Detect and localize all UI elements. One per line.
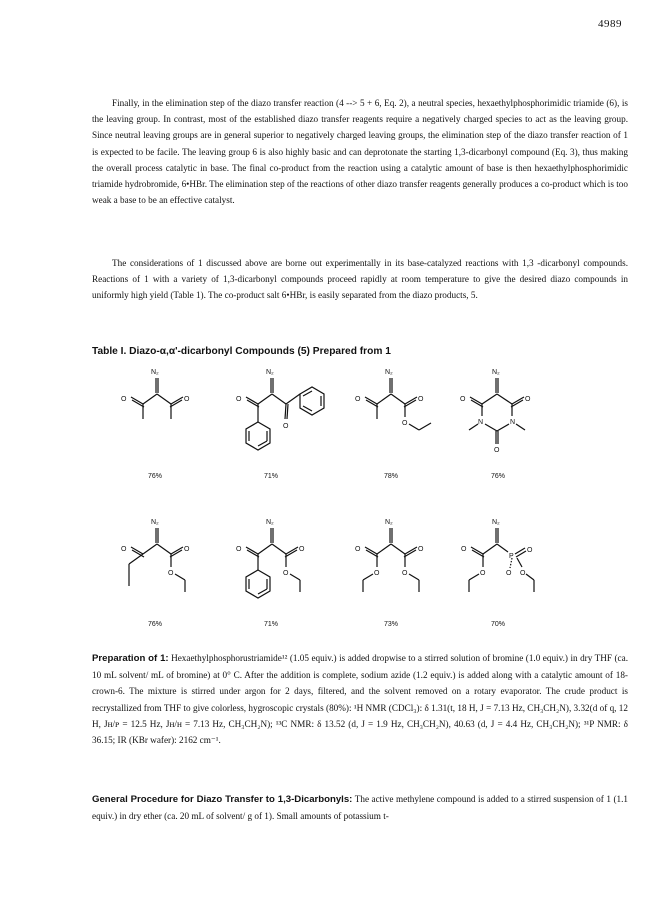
atom-label: O	[168, 570, 174, 577]
atom-label: O	[236, 396, 242, 403]
atom-label: N₂	[385, 369, 393, 376]
atom-label: N₂	[385, 519, 393, 526]
atom-label: O	[418, 546, 424, 553]
yield-label: 76%	[148, 621, 163, 628]
atom-label: O	[494, 447, 500, 454]
atom-label: O	[402, 420, 408, 427]
atom-label: N	[510, 419, 516, 426]
structure-3	[355, 369, 431, 430]
atom-label: O	[299, 546, 305, 553]
paragraph-elimination: Finally, in the elimination step of the diazo transfer reaction (4 --> 5 + 6, Eq. 2), a neutral species, hexaethylphosphorimidic triamide (6), is the leaving group. In contrast, most of the established diazo transfer reagents require a negatively charged species to act as the leaving group. Since neutral leaving groups are in general superior to negatively charged leaving groups, the elimination step of the diazo transfer reaction of 1 is expected to be facile. The leaving group 6 is also highly basic and can deprotonate the starting 1,3-dicarbonyl compound (Eq. 3), thus making the overall process catalytic in base. The final co-product from the reaction using a catalytic amount of base is then hexaethylphosphorimidic triamide hydrobromide, 6•HBr. The elimination step of the reactions of other diazo transfer reagents generally produces a co-product which is too weak a base to be an effective catalyst.	[92, 98, 628, 206]
atom-label: O	[355, 546, 361, 553]
atom-label: O	[527, 547, 533, 554]
atom-label: O	[121, 546, 127, 553]
page-number: 4989	[598, 18, 622, 30]
atom-label: O	[355, 396, 361, 403]
structure-2	[236, 369, 324, 450]
structure-4	[460, 369, 531, 454]
atom-label: N₂	[266, 519, 274, 526]
atom-label: O	[184, 546, 190, 553]
atom-label: O	[461, 546, 467, 553]
structure-7	[355, 519, 424, 592]
general-procedure-text: The active methylene compound is added to a stirred suspension of 1 (1.1 equiv.) in dry ether (ca. 20 mL of solvent/ g of 1). Small amounts of potassium t-	[92, 794, 628, 822]
yield-label: 76%	[491, 473, 506, 480]
atom-label: N₂	[266, 369, 274, 376]
atom-label: O	[520, 570, 526, 577]
atom-label: O	[374, 570, 380, 577]
structure-6	[236, 519, 305, 598]
atom-label: O	[460, 396, 466, 403]
structure-5	[121, 519, 190, 592]
table-structures	[92, 364, 632, 632]
yield-label: 70%	[491, 621, 506, 628]
atom-label: O	[184, 396, 190, 403]
yield-label: 73%	[384, 621, 399, 628]
general-procedure-paragraph	[92, 791, 628, 824]
atom-label: N₂	[492, 519, 500, 526]
atom-label: O	[506, 570, 512, 577]
atom-label: N₂	[151, 369, 159, 376]
preparation-paragraph	[92, 650, 628, 748]
atom-label: O	[236, 546, 242, 553]
preparation-text: Hexaethylphosphorustriamide¹² (1.05 equiv.) is added dropwise to a stirred solution of bromine (1.0 equiv.) in dry THF (ca. 10 mL solvent/ mL of bromine) at 0° C. After the addition is complete, sodium azide (1.2 equiv.) is added along with a catalytic amount of 18-crown-6. The mixture is stirred under argon for 2 days, filtered, and the solvent removed on a rotary evaporator. The crude product is recrystallized from THF to give colorless, hygroscopic crystals (80%): ¹H NMR (CDCl₃): δ 1.31(t, 18 H, J = 7.13 Hz, CH₃CH₂N), 3.32(d of q, 12 H, Jʜ/ᴘ = 12.5 Hz, Jʜ/ʜ = 7.13 Hz, CH₃CH₂N); ¹³C NMR: δ 13.52 (d, J = 1.9 Hz, CH₃CH₂N), 40.63 (d, J = 4.4 Hz, CH₃CH₂N); ³¹P NMR: δ 36.15; IR (KBr wafer): 2162 cm⁻¹.	[92, 653, 628, 746]
atom-label: O	[525, 396, 531, 403]
structure-1	[121, 369, 190, 419]
structure-8	[461, 519, 534, 592]
paragraph-considerations: The considerations of 1 discussed above are borne out experimentally in its base-catalyzed reactions with 1,3 -dicarbonyl compounds. Reactions of 1 with a variety of 1,3-dicarbonyl compounds proceed rapidly at room temperature to give the desired diazo compounds in uniformly high yield (Table 1). The co-product salt 6•HBr, is easily separated from the diazo products, 5.	[92, 258, 628, 301]
yield-label: 78%	[384, 473, 399, 480]
atom-label: O	[121, 396, 127, 403]
yield-label: 71%	[264, 473, 279, 480]
atom-label: N	[478, 419, 484, 426]
atom-label: N₂	[492, 369, 500, 376]
table-title: Table I. Diazo-α,α'-dicarbonyl Compounds (5) Prepared from 1	[92, 346, 391, 357]
atom-label: O	[418, 396, 424, 403]
atom-label: O	[283, 570, 289, 577]
atom-label: P	[509, 553, 514, 560]
general-procedure-heading: General Procedure for Diazo Transfer to 1,3-Dicarbonyls:	[92, 794, 353, 805]
yield-label: 71%	[264, 621, 279, 628]
atom-label: O	[480, 570, 486, 577]
atom-label: N₂	[151, 519, 159, 526]
preparation-heading: Preparation of 1:	[92, 653, 169, 664]
atom-label: O	[283, 423, 289, 430]
atom-label: O	[402, 570, 408, 577]
yield-label: 76%	[148, 473, 163, 480]
